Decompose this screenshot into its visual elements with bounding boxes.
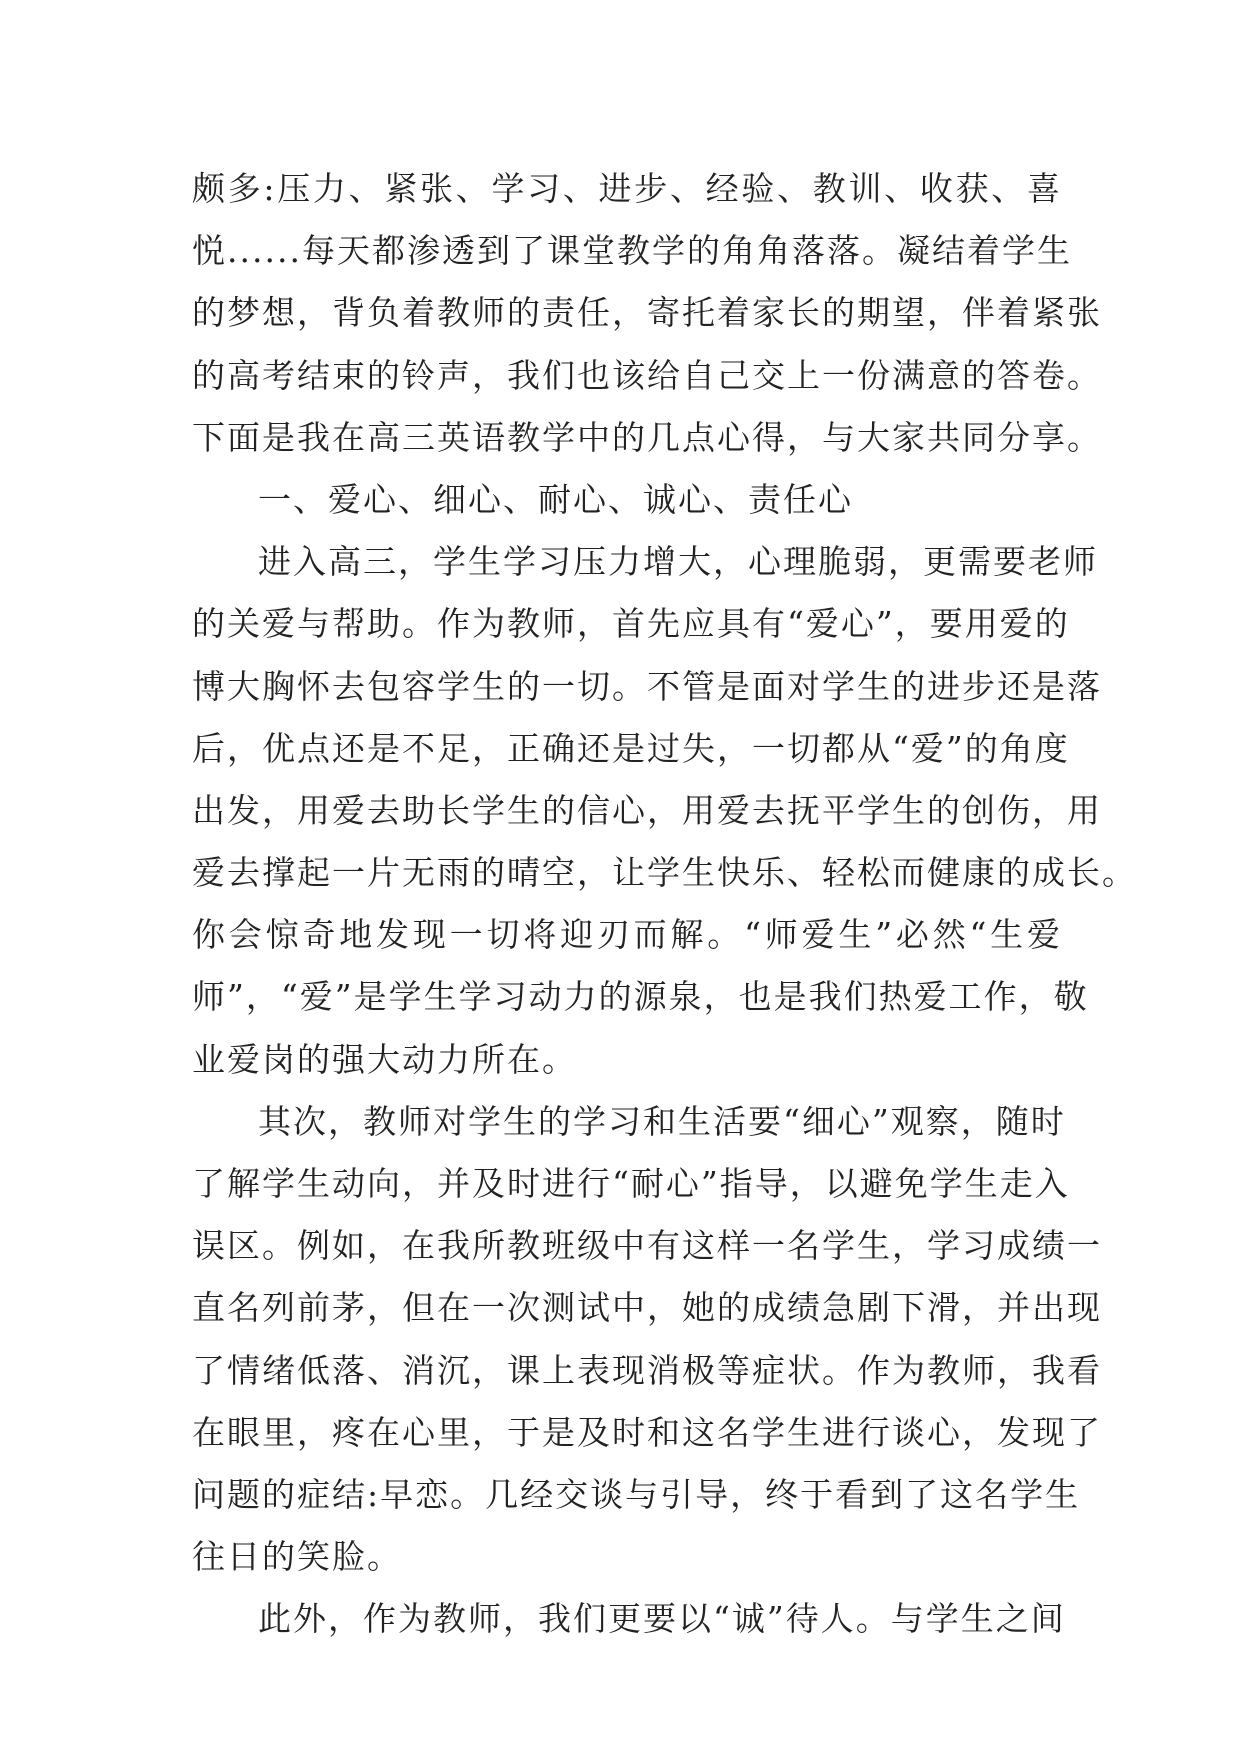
text-line: 爱去撑起一片无雨的晴空，让学生快乐、轻松而健康的成长。 (192, 853, 1137, 893)
text-line: 了情绪低落、消沉，课上表现消极等症状。作为教师，我看 (192, 1350, 1102, 1390)
text-line: 后，优点还是不足，正确还是过失，一切都从“爱”的角度 (192, 728, 1070, 768)
document-body (192, 158, 1137, 1651)
text-line: 的梦想，背负着教师的责任，寄托着家长的期望，伴着紧张 (192, 293, 1102, 333)
text-line: 的高考结束的铃声，我们也该给自己交上一份满意的答卷。 (192, 355, 1102, 395)
text-line: 在眼里，疼在心里，于是及时和这名学生进行谈心，发现了 (192, 1412, 1102, 1452)
text-line: 直名列前茅，但在一次测试中，她的成绩急剧下滑，并出现 (192, 1288, 1102, 1328)
text-line: 颇多:压力、紧张、学习、进步、经验、教训、收获、喜 (192, 169, 1062, 208)
text-line: 往日的笑脸。 (192, 1537, 402, 1577)
text-line: 业爱岗的强大动力所在。 (192, 1039, 577, 1079)
text-line: 的关爱与帮助。作为教师，首先应具有“爱心”，要用爱的 (192, 604, 1070, 644)
text-line: 下面是我在高三英语教学中的几点心得，与大家共同分享。 (192, 417, 1102, 457)
text-line: 出发，用爱去助长学生的信心，用爱去抚平学生的创伤，用 (192, 790, 1102, 830)
text-line: 误区。例如，在我所教班级中有这样一名学生，学习成绩一 (192, 1226, 1102, 1266)
text-line: 了解学生动向，并及时进行“耐心”指导，以避免学生走入 (192, 1164, 1070, 1203)
text-line: 其次，教师对学生的学习和生活要“细心”观察，随时 (258, 1101, 1066, 1141)
text-line: 进入高三，学生学习压力增大，心理脆弱，更需要老师 (258, 542, 1098, 582)
section-heading: 一、爱心、细心、耐心、诚心、责任心 (258, 479, 853, 519)
text-line: 悦......每天都渗透到了课堂教学的角角落落。凝结着学生 (192, 231, 1072, 271)
text-line: 此外，作为教师，我们更要以“诚”待人。与学生之间 (258, 1599, 1066, 1639)
text-line: 你会惊奇地发现一切将迎刃而解。“师爱生”必然“生爱 (192, 915, 1062, 955)
text-line: 问题的症结:早恋。几经交谈与引导，终于看到了这名学生 (192, 1474, 1081, 1514)
text-line: 师”，“爱”是学生学习动力的源泉，也是我们热爱工作，敬 (192, 977, 1089, 1017)
text-line: 博大胸怀去包容学生的一切。不管是面对学生的进步还是落 (192, 666, 1102, 706)
